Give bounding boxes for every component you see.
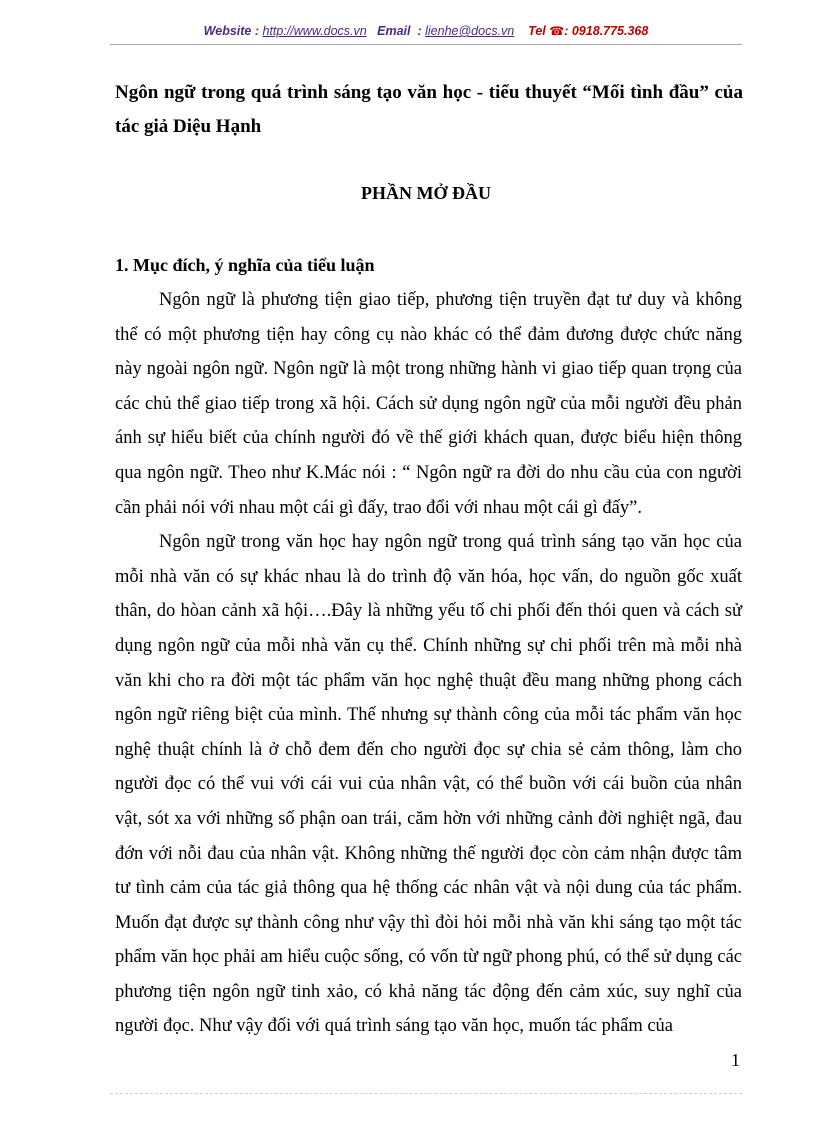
footer-divider	[110, 1093, 742, 1094]
website-label: Website :	[203, 24, 260, 38]
paragraph-1: Ngôn ngữ là phương tiện giao tiếp, phương tiện truyền đạt tư duy và không thể có một phương tiện hay công cụ nào khác có thể đảm đương được chức năng này ngoài ngôn ngữ. Ngôn ngữ là một trong những hành vi giao tiếp quan trọng của các chủ thể giao tiếp trong xã hội. Cách sử dụng ngôn ngữ của mỗi người đều phản ánh sự hiểu biết của chính người đó về thế giới khách quan, được biểu hiện thông qua ngôn ngữ. Theo như K.Mác nói : “ Ngôn ngữ ra đời do nhu cầu của con người cần phải nói với nhau một cái gì đấy, trao đổi với nhau một cái gì đấy”.	[115, 290, 742, 518]
body-text	[115, 283, 742, 1044]
page-header	[110, 24, 742, 38]
page-number: 1	[731, 1050, 740, 1070]
email-link[interactable]: lienhe@docs.vn	[425, 24, 515, 38]
document-title: Ngôn ngữ trong quá trình sáng tạo văn học - tiểu thuyết “Mối tình đầu” của tác giả Diệu Hạnh	[115, 82, 743, 137]
tel-label: Tel	[528, 24, 546, 38]
header-divider	[110, 44, 742, 45]
section-heading: PHẦN MỞ ĐẦU	[361, 183, 491, 203]
email-separator: :	[417, 24, 422, 38]
email-label: Email	[377, 24, 411, 38]
paragraph-2: Ngôn ngữ trong văn học hay ngôn ngữ trong quá trình sáng tạo văn học của mỗi nhà văn có sự khác nhau là do trình độ văn hóa, học vấn, do nguồn gốc xuất thân, do hòan cảnh xã hội….Đây là những yếu tố chi phối đến thói quen và cách sử dụng ngôn ngữ của mỗi nhà văn cụ thể. Chính những sự chi phối trên mà mỗi nhà văn khi cho ra đời một tác phẩm văn học nghệ thuật đều mang những phong cách ngôn ngữ riêng biệt của mình. Thế nhưng sự thành công của mỗi tác phẩm văn học nghệ thuật chính là ở chỗ đem đến cho người đọc sự chia sẻ cảm thông, làm cho người đọc có thể vui với cái vui của nhân vật, có thể buồn với cái buồn của nhân vật, sót xa với những số phận oan trái, căm hờn với những cảnh đời nghiệt ngã, đau đớn với nỗi đau của nhân vật. Không những thế người đọc còn cảm nhận được tâm tư tình cảm của tác giả thông qua hệ thống các nhân vật và nội dung của tác phẩm. Muốn đạt được sự thành công như vậy thì đòi hỏi mỗi nhà văn khi sáng tạo một tác phẩm văn học phải am hiểu cuộc sống, có vốn từ ngữ phong phú, có thể sử dụng các phương tiện ngôn ngữ tinh xảo, có khả năng tác động đến cảm xúc, suy nghĩ của người đọc. Như vậy đối với quá trình sáng tạo văn học, muốn tác phẩm của	[115, 532, 742, 1037]
subheading: 1. Mục đích, ý nghĩa của tiểu luận	[115, 255, 375, 275]
website-link[interactable]: http://www.docs.vn	[262, 24, 367, 38]
tel-number: : 0918.775.368	[564, 24, 649, 38]
phone-icon: ☎	[549, 24, 565, 38]
